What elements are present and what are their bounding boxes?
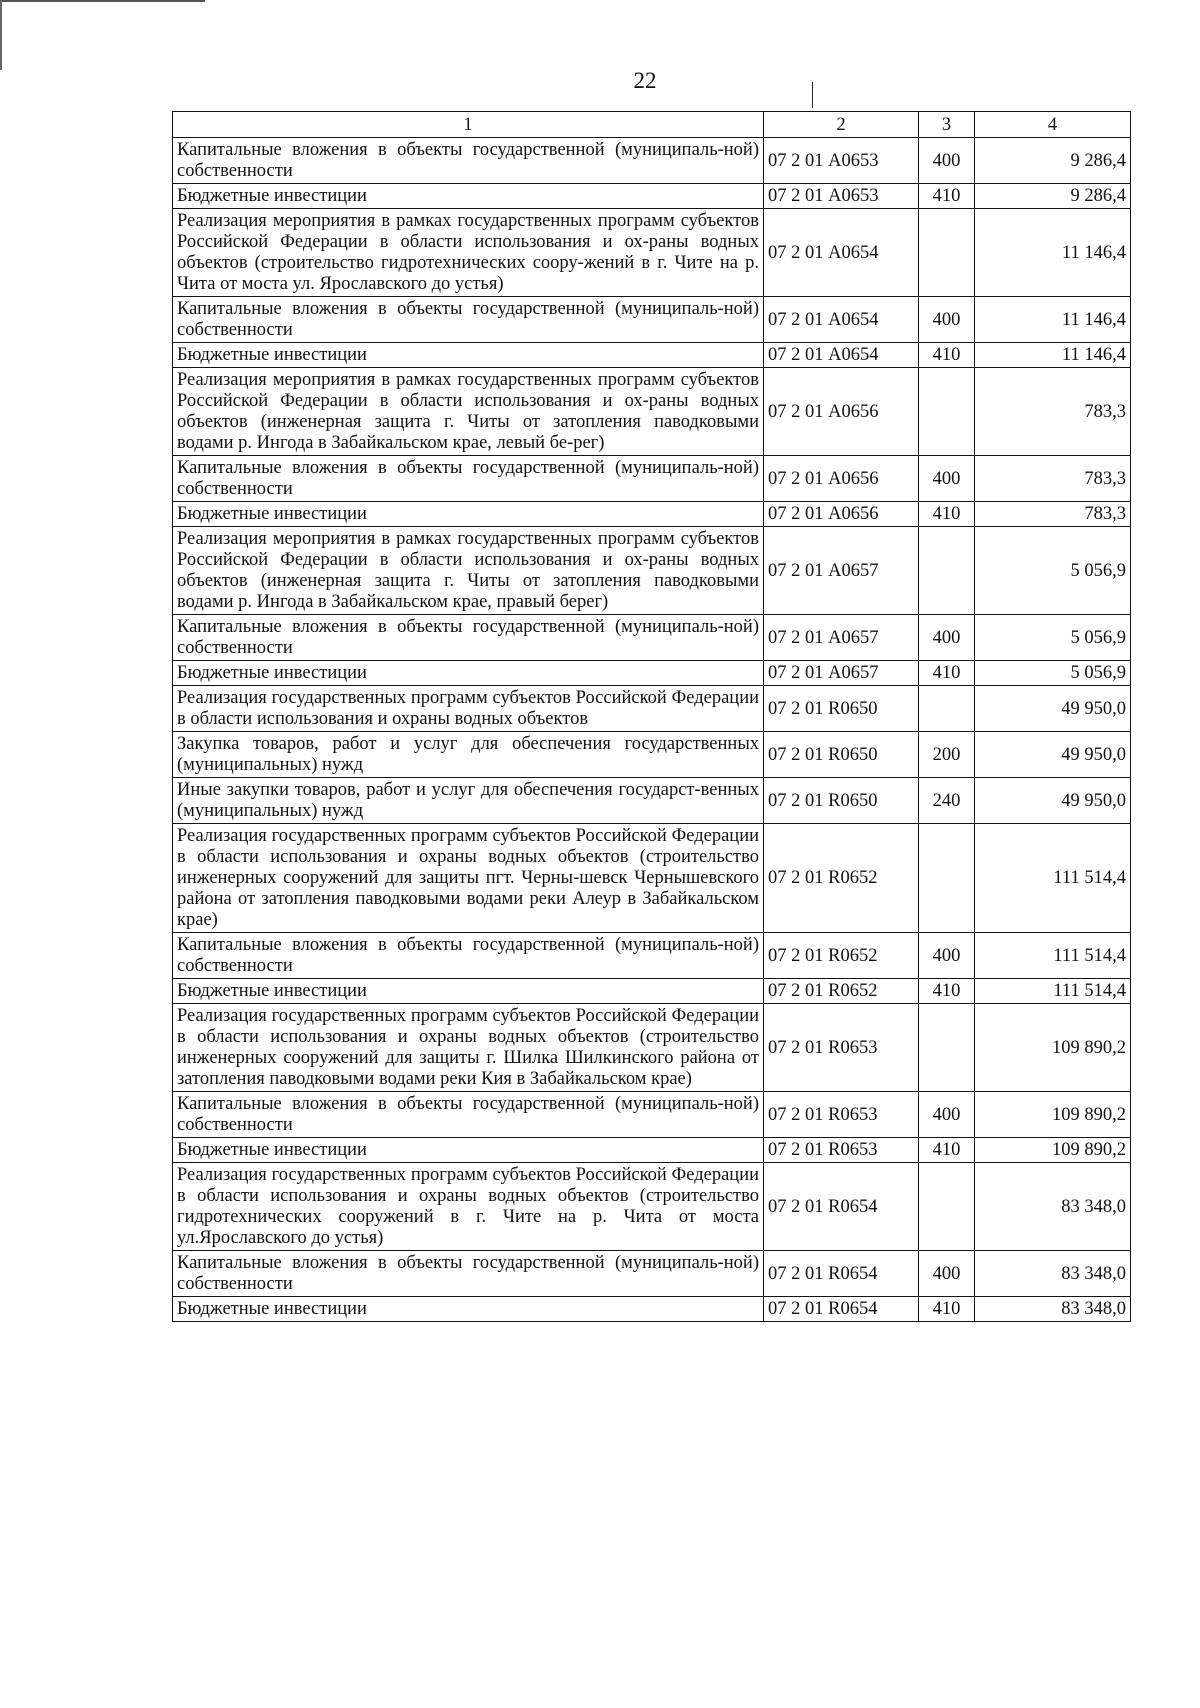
row-code-cell: 07 2 01 А0657 xyxy=(764,661,919,686)
row-amount-cell: 11 146,4 xyxy=(975,209,1131,297)
row-code-cell: 07 2 01 А0657 xyxy=(764,615,919,661)
row-code-cell: 07 2 01 R0653 xyxy=(764,1004,919,1092)
row-name-cell: Бюджетные инвестиции xyxy=(173,1138,764,1163)
row-amount-cell: 111 514,4 xyxy=(975,824,1131,933)
table-row xyxy=(173,456,1131,502)
row-type-cell: 410 xyxy=(919,343,975,368)
scan-mark xyxy=(812,82,813,108)
page-number: 22 xyxy=(633,68,657,93)
table-row xyxy=(173,209,1131,297)
row-name-cell: Бюджетные инвестиции xyxy=(173,979,764,1004)
row-code-cell: 07 2 01 А0656 xyxy=(764,368,919,456)
row-amount-cell: 9 286,4 xyxy=(975,138,1131,184)
row-amount-cell: 5 056,9 xyxy=(975,615,1131,661)
row-name-cell: Капитальные вложения в объекты государственной (муниципаль-ной) собственности xyxy=(173,297,764,343)
row-amount-cell: 49 950,0 xyxy=(975,732,1131,778)
row-name-cell: Бюджетные инвестиции xyxy=(173,502,764,527)
row-name-cell: Бюджетные инвестиции xyxy=(173,661,764,686)
row-amount-cell: 109 890,2 xyxy=(975,1138,1131,1163)
row-type-cell: 410 xyxy=(919,1297,975,1322)
row-type-cell: 240 xyxy=(919,778,975,824)
row-name-cell: Закупка товаров, работ и услуг для обеспечения государственных (муниципальных) нужд xyxy=(173,732,764,778)
table-row xyxy=(173,184,1131,209)
row-amount-cell: 783,3 xyxy=(975,368,1131,456)
row-code-cell: 07 2 01 R0652 xyxy=(764,933,919,979)
row-code-cell: 07 2 01 R0653 xyxy=(764,1138,919,1163)
row-code-cell: 07 2 01 R0654 xyxy=(764,1163,919,1251)
row-code-cell: 07 2 01 R0652 xyxy=(764,824,919,933)
row-code-cell: 07 2 01 А0654 xyxy=(764,209,919,297)
row-code-cell: 07 2 01 А0654 xyxy=(764,343,919,368)
row-amount-cell: 83 348,0 xyxy=(975,1297,1131,1322)
table-row xyxy=(173,527,1131,615)
row-amount-cell: 5 056,9 xyxy=(975,661,1131,686)
row-type-cell: 410 xyxy=(919,661,975,686)
header-col-4: 4 xyxy=(975,112,1131,138)
row-name-cell: Реализация мероприятия в рамках государственных программ субъектов Российской Федерации в области использования и ох-раны водных объектов (инженерная защита г. Читы от затопления паводковыми водами р. Ингода в Забайкальском крае, левый бе-рег) xyxy=(173,368,764,456)
row-code-cell: 07 2 01 А0653 xyxy=(764,138,919,184)
table-row xyxy=(173,1092,1131,1138)
row-type-cell: 410 xyxy=(919,184,975,209)
row-type-cell xyxy=(919,209,975,297)
row-code-cell: 07 2 01 R0653 xyxy=(764,1092,919,1138)
row-amount-cell: 49 950,0 xyxy=(975,686,1131,732)
table-row xyxy=(173,933,1131,979)
table-row xyxy=(173,1004,1131,1092)
table-row xyxy=(173,732,1131,778)
row-amount-cell: 109 890,2 xyxy=(975,1092,1131,1138)
row-type-cell: 400 xyxy=(919,138,975,184)
row-name-cell: Реализация государственных программ субъектов Российской Федерации в области использования и охраны водных объектов (строительство гидротехнических сооружений в г. Чите на р. Чита от моста ул.Ярославского до устья) xyxy=(173,1163,764,1251)
table-row xyxy=(173,778,1131,824)
table-row xyxy=(173,1297,1131,1322)
row-code-cell: 07 2 01 R0654 xyxy=(764,1297,919,1322)
row-code-cell: 07 2 01 R0650 xyxy=(764,732,919,778)
table-row xyxy=(173,1251,1131,1297)
row-code-cell: 07 2 01 А0653 xyxy=(764,184,919,209)
row-type-cell xyxy=(919,1163,975,1251)
row-type-cell: 410 xyxy=(919,979,975,1004)
table-row xyxy=(173,1163,1131,1251)
header-col-1: 1 xyxy=(173,112,764,138)
scan-border-left xyxy=(0,0,2,70)
row-amount-cell: 783,3 xyxy=(975,456,1131,502)
row-type-cell: 410 xyxy=(919,1138,975,1163)
row-name-cell: Капитальные вложения в объекты государственной (муниципаль-ной) собственности xyxy=(173,1251,764,1297)
row-name-cell: Реализация государственных программ субъектов Российской Федерации в области использования и охраны водных объектов xyxy=(173,686,764,732)
table-row xyxy=(173,1138,1131,1163)
header-col-3: 3 xyxy=(919,112,975,138)
row-amount-cell: 11 146,4 xyxy=(975,343,1131,368)
row-code-cell: 07 2 01 R0650 xyxy=(764,686,919,732)
row-name-cell: Капитальные вложения в объекты государственной (муниципаль-ной) собственности xyxy=(173,615,764,661)
row-code-cell: 07 2 01 R0650 xyxy=(764,778,919,824)
row-code-cell: 07 2 01 R0652 xyxy=(764,979,919,1004)
row-amount-cell: 783,3 xyxy=(975,502,1131,527)
row-type-cell: 400 xyxy=(919,933,975,979)
row-type-cell xyxy=(919,527,975,615)
scan-border-top xyxy=(0,0,205,2)
row-name-cell: Бюджетные инвестиции xyxy=(173,184,764,209)
table-header-row xyxy=(173,112,1131,138)
row-type-cell: 400 xyxy=(919,1092,975,1138)
table-row xyxy=(173,368,1131,456)
row-amount-cell: 83 348,0 xyxy=(975,1163,1131,1251)
table-row xyxy=(173,615,1131,661)
row-name-cell: Капитальные вложения в объекты государственной (муниципаль-ной) собственности xyxy=(173,933,764,979)
row-type-cell: 400 xyxy=(919,615,975,661)
row-code-cell: 07 2 01 А0656 xyxy=(764,456,919,502)
table-row xyxy=(173,343,1131,368)
table-row xyxy=(173,824,1131,933)
row-amount-cell: 83 348,0 xyxy=(975,1251,1131,1297)
row-amount-cell: 111 514,4 xyxy=(975,933,1131,979)
row-type-cell: 400 xyxy=(919,297,975,343)
row-name-cell: Реализация мероприятия в рамках государственных программ субъектов Российской Федерации в области использования и ох-раны водных объектов (строительство гидротехнических соору-жений в г. Чите на р. Чита от моста ул. Ярославского до устья) xyxy=(173,209,764,297)
header-col-2: 2 xyxy=(764,112,919,138)
row-name-cell: Реализация государственных программ субъектов Российской Федерации в области использования и охраны водных объектов (строительство инженерных сооружений для защиты г. Шилка Шилкинского района от затопления паводковыми водами реки Кия в Забайкальском крае) xyxy=(173,1004,764,1092)
row-name-cell: Бюджетные инвестиции xyxy=(173,343,764,368)
row-code-cell: 07 2 01 R0654 xyxy=(764,1251,919,1297)
row-name-cell: Реализация мероприятия в рамках государственных программ субъектов Российской Федерации в области использования и ох-раны водных объектов (инженерная защита г. Читы от затопления паводковыми водами р. Ингода в Забайкальском крае, правый берег) xyxy=(173,527,764,615)
row-amount-cell: 49 950,0 xyxy=(975,778,1131,824)
row-type-cell: 400 xyxy=(919,456,975,502)
row-name-cell: Реализация государственных программ субъектов Российской Федерации в области использования и охраны водных объектов (строительство инженерных сооружений для защиты пгт. Черны-шевск Чернышевского района от затопления паводковыми водами реки Алеур в Забайкальском крае) xyxy=(173,824,764,933)
row-type-cell xyxy=(919,686,975,732)
row-name-cell: Капитальные вложения в объекты государственной (муниципаль-ной) собственности xyxy=(173,138,764,184)
row-code-cell: 07 2 01 А0654 xyxy=(764,297,919,343)
row-type-cell xyxy=(919,368,975,456)
row-name-cell: Иные закупки товаров, работ и услуг для обеспечения государст-венных (муниципальных) нужд xyxy=(173,778,764,824)
row-amount-cell: 5 056,9 xyxy=(975,527,1131,615)
row-type-cell: 400 xyxy=(919,1251,975,1297)
row-code-cell: 07 2 01 А0656 xyxy=(764,502,919,527)
row-amount-cell: 111 514,4 xyxy=(975,979,1131,1004)
budget-table xyxy=(172,111,1131,1322)
row-amount-cell: 109 890,2 xyxy=(975,1004,1131,1092)
table-row xyxy=(173,686,1131,732)
row-type-cell: 200 xyxy=(919,732,975,778)
row-name-cell: Бюджетные инвестиции xyxy=(173,1297,764,1322)
row-amount-cell: 9 286,4 xyxy=(975,184,1131,209)
row-type-cell xyxy=(919,1004,975,1092)
row-type-cell: 410 xyxy=(919,502,975,527)
table-row xyxy=(173,661,1131,686)
table-row xyxy=(173,138,1131,184)
row-code-cell: 07 2 01 А0657 xyxy=(764,527,919,615)
row-name-cell: Капитальные вложения в объекты государственной (муниципаль-ной) собственности xyxy=(173,1092,764,1138)
table-row xyxy=(173,297,1131,343)
table-row xyxy=(173,502,1131,527)
row-name-cell: Капитальные вложения в объекты государственной (муниципаль-ной) собственности xyxy=(173,456,764,502)
row-amount-cell: 11 146,4 xyxy=(975,297,1131,343)
row-type-cell xyxy=(919,824,975,933)
table-row xyxy=(173,979,1131,1004)
